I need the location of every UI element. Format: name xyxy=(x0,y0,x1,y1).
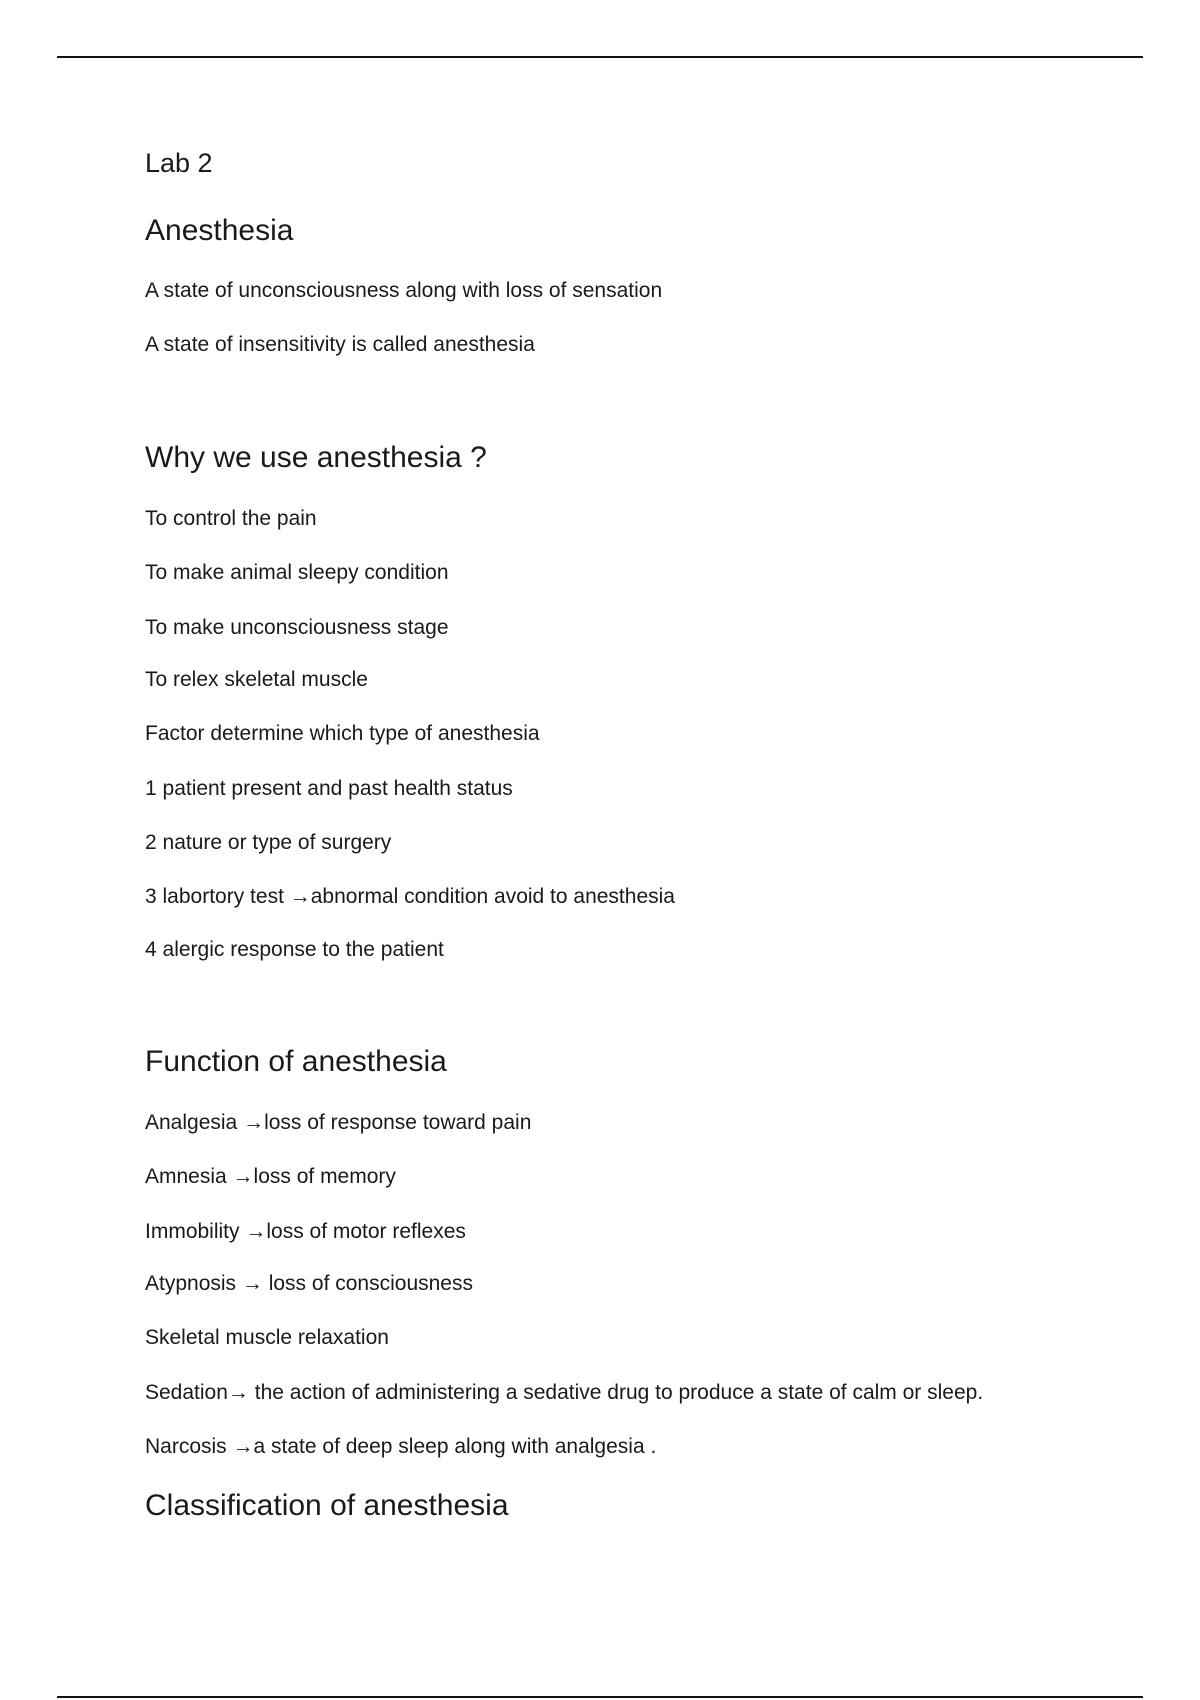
why-list-item: To make unconsciousness stage xyxy=(145,616,449,639)
factor-heading-line: Factor determine which type of anesthesia xyxy=(145,722,540,745)
factor-list-item: 1 patient present and past health status xyxy=(145,777,513,800)
factor-list-item: 4 alergic response to the patient xyxy=(145,938,444,961)
function-list-item: Amnesia →loss of memory xyxy=(145,1165,396,1188)
why-list-item: To make animal sleepy condition xyxy=(145,561,449,584)
function-list-item: Atypnosis → loss of consciousness xyxy=(145,1272,473,1295)
function-list-item: Sedation→ the action of administering a sedative drug to produce a state of calm or sleep. xyxy=(145,1381,984,1404)
section-heading-why: Why we use anesthesia ? xyxy=(145,441,487,474)
function-list-item: Immobility →loss of motor reflexes xyxy=(145,1220,466,1243)
top-page-rule xyxy=(57,56,1143,58)
factor-list-item: 3 labortory test →abnormal condition avoid to anesthesia xyxy=(145,885,675,908)
anesthesia-definition-line: A state of unconsciousness along with loss of sensation xyxy=(145,279,663,302)
anesthesia-definition-line: A state of insensitivity is called anesthesia xyxy=(145,333,535,356)
section-heading-classification: Classification of anesthesia xyxy=(145,1489,509,1522)
section-heading-anesthesia: Anesthesia xyxy=(145,214,294,247)
document-title: Lab 2 xyxy=(145,148,213,178)
bottom-page-rule xyxy=(57,1696,1143,1698)
why-list-item: To relex skeletal muscle xyxy=(145,668,368,691)
factor-list-item: 2 nature or type of surgery xyxy=(145,831,392,854)
function-list-item: Analgesia →loss of response toward pain xyxy=(145,1111,532,1134)
function-list-item: Narcosis →a state of deep sleep along with analgesia . xyxy=(145,1435,657,1458)
function-list-item: Skeletal muscle relaxation xyxy=(145,1326,389,1349)
section-heading-function: Function of anesthesia xyxy=(145,1045,447,1078)
why-list-item: To control the pain xyxy=(145,507,317,530)
